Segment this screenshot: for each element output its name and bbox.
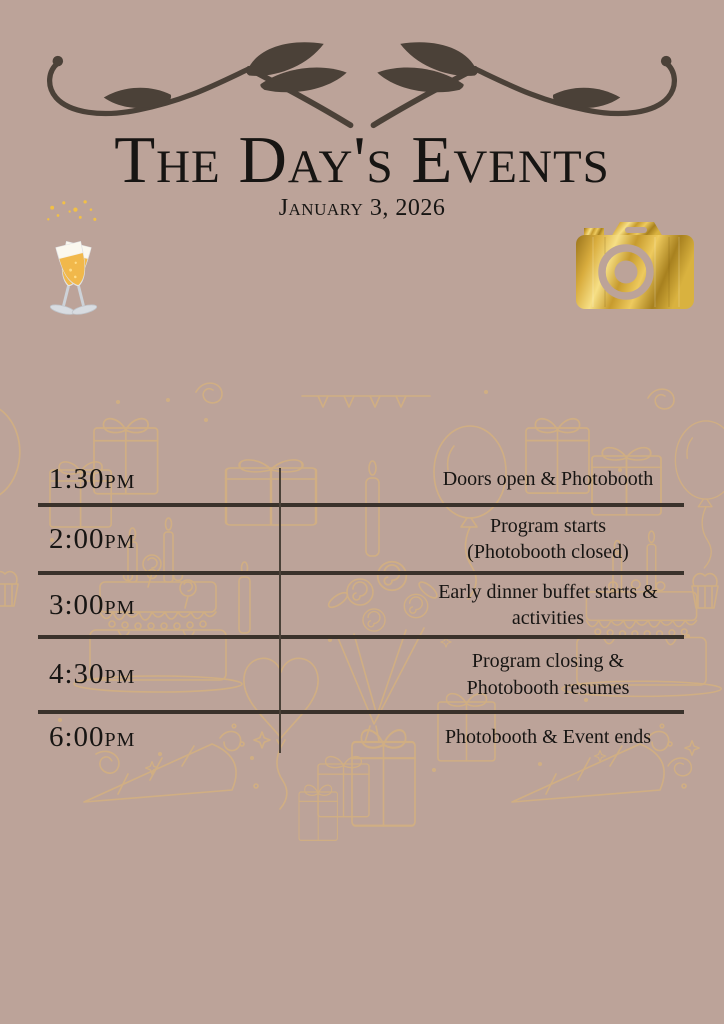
schedule-time: 1:30pm bbox=[49, 462, 136, 495]
schedule-row bbox=[38, 571, 684, 635]
gold-camera-icon bbox=[575, 221, 695, 311]
schedule-time: 2:00pm bbox=[49, 522, 136, 555]
event-date: January 3, 2026 bbox=[278, 195, 446, 222]
schedule-row bbox=[38, 455, 684, 503]
schedule-table bbox=[38, 455, 684, 760]
page-title: The Day's Events bbox=[114, 123, 610, 197]
event-line: Doors open & Photobooth bbox=[442, 467, 654, 490]
schedule-column-divider bbox=[279, 468, 281, 753]
event-line: Program starts bbox=[489, 514, 607, 537]
schedule-event bbox=[412, 648, 684, 701]
schedule-event bbox=[412, 579, 684, 632]
schedule-time: 6:00pm bbox=[49, 720, 136, 753]
poster-header bbox=[0, 123, 724, 222]
flourish-divider-icon bbox=[30, 42, 694, 130]
schedule-time: 4:30pm bbox=[49, 658, 136, 690]
schedule-event bbox=[412, 513, 684, 566]
event-line: Photobooth & Event ends bbox=[444, 725, 652, 748]
schedule-event bbox=[412, 724, 684, 750]
event-line: activities bbox=[511, 607, 585, 629]
schedule-row bbox=[38, 503, 684, 571]
event-line: (Photobooth closed) bbox=[467, 541, 629, 563]
schedule-row bbox=[38, 710, 684, 760]
event-line: Program closing & bbox=[471, 650, 625, 673]
schedule-row bbox=[38, 635, 684, 710]
event-line: Early dinner buffet starts & bbox=[438, 580, 658, 603]
event-line: Photobooth resumes bbox=[466, 676, 630, 699]
schedule-time: 3:00pm bbox=[49, 588, 136, 621]
schedule-event bbox=[412, 466, 684, 492]
